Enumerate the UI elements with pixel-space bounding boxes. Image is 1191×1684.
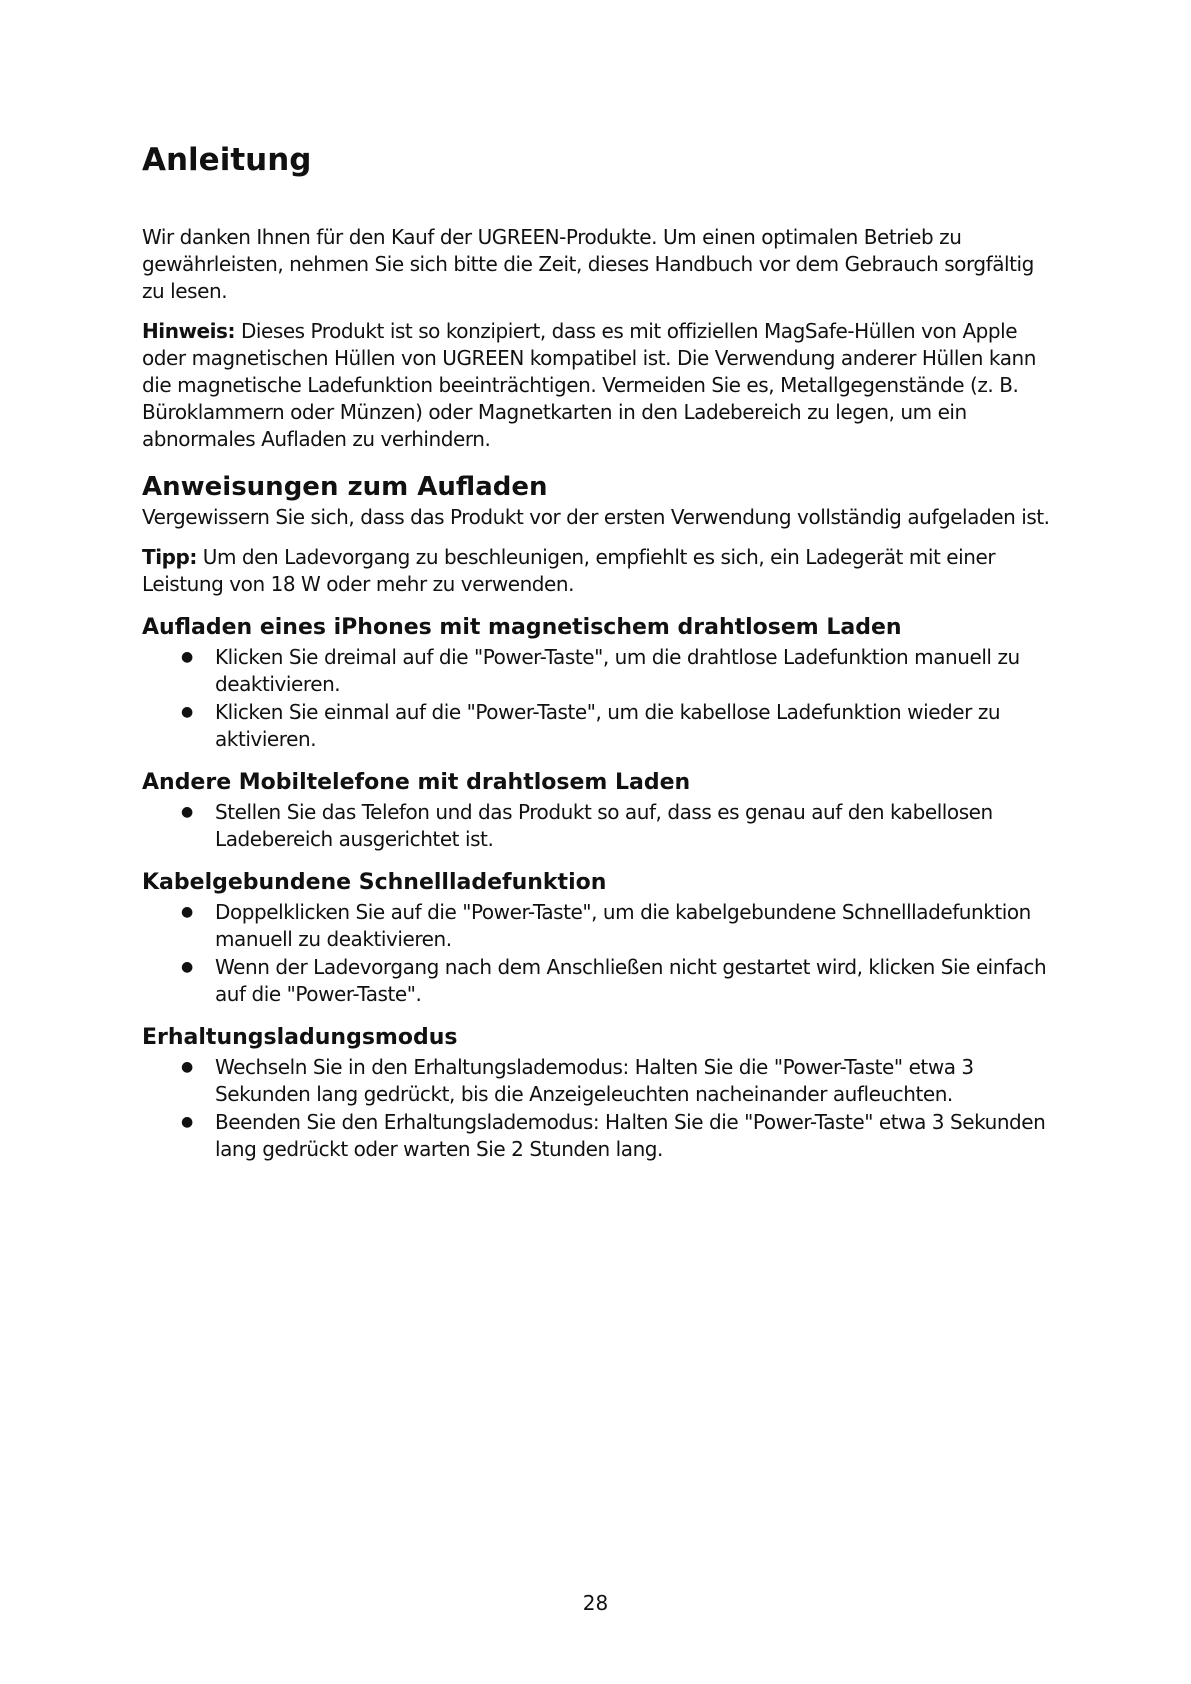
- list-item-text: Wenn der Ladevorgang nach dem Anschließen nicht gestartet wird, klicken Sie einfach auf die "Power-Taste".: [215, 955, 1047, 1006]
- list-item: [142, 699, 1062, 753]
- trickle-heading: Erhaltungsladungsmodus: [142, 1025, 458, 1050]
- tip-paragraph: [142, 544, 1062, 598]
- list-item-text: Wechseln Sie in den Erhaltungslademodus: Halten Sie die "Power-Taste" etwa 3 Sekunden lang gedrückt, bis die Anzeigeleuchten nacheinander aufleuchten.: [215, 1055, 974, 1106]
- list-item: [142, 644, 1062, 698]
- page-title: Anleitung: [142, 142, 312, 178]
- list-item: [142, 899, 1062, 953]
- intro-paragraph: Wir danken Ihnen für den Kauf der UGREEN-Produkte. Um einen optimalen Betrieb zu gewährleisten, nehmen Sie sich bitte die Zeit, dieses Handbuch vor dem Gebrauch sorgfältig zu lesen.: [142, 225, 1034, 303]
- iphone-list: [142, 644, 1062, 753]
- page-content: [142, 224, 1062, 1163]
- list-item-text: Stellen Sie das Telefon und das Produkt so auf, dass es genau auf den kabellosen Ladebereich ausgerichtet ist.: [215, 800, 993, 851]
- charging-paragraph: Vergewissern Sie sich, dass das Produkt vor der ersten Verwendung vollständig aufgeladen ist.: [142, 505, 1050, 529]
- bullet-icon: ●: [181, 904, 193, 920]
- page-number: 28: [582, 1591, 609, 1615]
- bullet-icon: ●: [181, 804, 193, 820]
- bullet-icon: ●: [181, 649, 193, 665]
- bullet-icon: ●: [181, 1059, 193, 1075]
- bullet-icon: ●: [181, 704, 193, 720]
- bullet-icon: ●: [181, 1114, 193, 1130]
- list-item-text: Beenden Sie den Erhaltungslademodus: Halten Sie die "Power-Taste" etwa 3 Sekunden lang gedrückt oder warten Sie 2 Stunden lang.: [215, 1110, 1046, 1161]
- bullet-icon: ●: [181, 959, 193, 975]
- tip-label: Tipp:: [142, 545, 197, 569]
- tip-text: Um den Ladevorgang zu beschleunigen, empfiehlt es sich, ein Ladegerät mit einer Leistung von 18 W oder mehr zu verwenden.: [142, 545, 996, 596]
- other-phones-list: [142, 799, 1062, 853]
- list-item: [142, 1109, 1062, 1163]
- list-item-text: Klicken Sie einmal auf die "Power-Taste", um die kabellose Ladefunktion wieder zu aktivieren.: [215, 700, 1001, 751]
- list-item: [142, 1054, 1062, 1108]
- trickle-list: [142, 1054, 1062, 1163]
- iphone-heading: Aufladen eines iPhones mit magnetischem drahtlosem Laden: [142, 615, 902, 640]
- note-label: Hinweis:: [142, 319, 236, 343]
- wired-list: [142, 899, 1062, 1008]
- list-item-text: Doppelklicken Sie auf die "Power-Taste", um die kabelgebundene Schnellladefunktion manuell zu deaktivieren.: [215, 900, 1031, 951]
- note-paragraph: [142, 318, 1062, 453]
- wired-heading: Kabelgebundene Schnellladefunktion: [142, 870, 607, 895]
- list-item-text: Klicken Sie dreimal auf die "Power-Taste", um die drahtlose Ladefunktion manuell zu deaktivieren.: [215, 645, 1020, 696]
- list-item: [142, 799, 1062, 853]
- note-text: Dieses Produkt ist so konzipiert, dass es mit offiziellen MagSafe-Hüllen von Apple oder magnetischen Hüllen von UGREEN kompatibel ist. Die Verwendung anderer Hüllen kann die magnetische Ladefunktion beeinträchtigen. Vermeiden Sie es, Metallgegenstände (z. B. Büroklammern oder Münzen) oder Magnetkarten in den Ladebereich zu legen, um ein abnormales Aufladen zu verhindern.: [142, 319, 1036, 451]
- other-phones-heading: Andere Mobiltelefone mit drahtlosem Laden: [142, 770, 691, 795]
- list-item: [142, 954, 1062, 1008]
- charging-heading: Anweisungen zum Aufladen: [142, 472, 548, 502]
